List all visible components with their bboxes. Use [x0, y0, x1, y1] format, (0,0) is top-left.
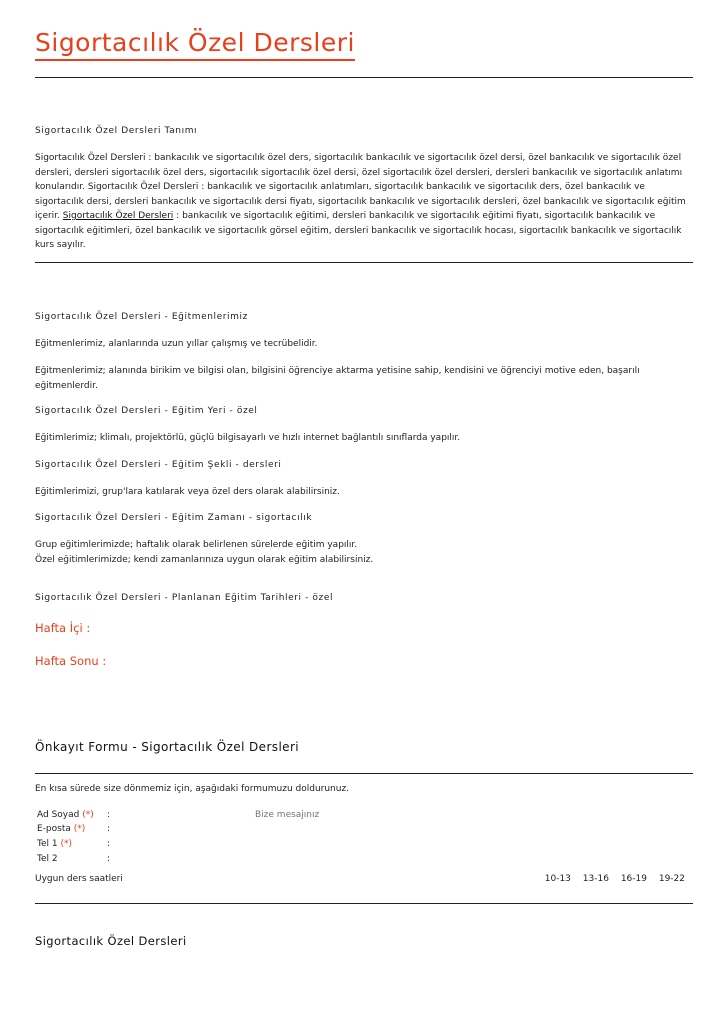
- form-divider-bottom: [35, 903, 693, 904]
- timing-text-2: Özel eğitimlerimizde; kendi zamanlarınıza uygun olarak eğitim alabilirsiniz.: [35, 555, 374, 565]
- footer-title: Sigortacılık Özel Dersleri: [35, 934, 187, 948]
- form-intro: En kısa sürede size dönmemiz için, aşağıdaki formumuzu doldurunuz.: [35, 784, 350, 794]
- form-heading: Önkayıt Formu - Sigortacılık Özel Dersleri: [35, 740, 300, 754]
- form-row-tel1[interactable]: [37, 839, 237, 851]
- place-text: Eğitimlerimiz; klimalı, projektörlü, güçlü bilgisayarlı ve hızlı internet bağlantılı sınıflarda yapılır.: [35, 433, 461, 443]
- tel1-label: Tel 1: [37, 839, 58, 849]
- page-title: Sigortacılık Özel Dersleri: [35, 28, 355, 61]
- definition-text-before: Sigortacılık Özel Dersleri : bankacılık ve sigortacılık özel ders, sigortacılık bankacılık ve sigortacılık özel dersi, özel bankacılık ve sigortacılık özel dersleri, dersleri sigortacılık özel ders, sigortacılık sigortacılık özel dersi, özel sigortacılık özel dersleri, dersleri bankacılık ve sigortacılık anlatımı konularıdır. Sigortacılık Özel Dersleri : bankacılık ve sigortacılık anlatımları, sigortacılık bankacılık ve sigortacılık ders, özel bankacılık ve sigortacılık dersi, dersleri bankacılık ve sigortacılık dersi fiyatı, sigortacılık bankacılık ve sigortacılık dersleri, özel bankacılık ve sigortacılık eğitim içerir.: [35, 153, 686, 221]
- weekdays-label: Hafta İçi :: [35, 621, 91, 635]
- definition-heading: Sigortacılık Özel Dersleri Tanımı: [35, 126, 198, 136]
- form-row-tel2[interactable]: [37, 854, 237, 866]
- format-text: Eğitimlerimizi, grup'lara katılarak veya özel ders olarak alabilirsiniz.: [35, 487, 340, 497]
- place-heading: Sigortacılık Özel Dersleri - Eğitim Yeri - özel: [35, 406, 258, 416]
- definition-text-after: : bankacılık ve sigortacılık eğitimi, dersleri bankacılık ve sigortacılık eğitimi fiyatı, sigortacılık bankacılık ve sigortacılık eğitimleri, özel bankacılık ve sigortacılık görsel eğitim, dersleri bankacılık ve sigortacılık hocası, sigortacılık bankacılık ve sigortacılık kurs sayılır.: [35, 211, 682, 250]
- definition-paragraph: [35, 151, 693, 253]
- hours-option-16-19[interactable]: 16-19: [620, 874, 647, 884]
- form-divider-top: [35, 773, 693, 774]
- definition-divider: [35, 262, 693, 263]
- weekend-label: Hafta Sonu :: [35, 654, 107, 668]
- header-divider: [35, 77, 693, 78]
- hours-option-13-16[interactable]: 13-16: [582, 874, 609, 884]
- instructors-heading: Sigortacılık Özel Dersleri - Eğitmenlerimiz: [35, 312, 248, 322]
- name-required-mark: (*): [82, 810, 94, 820]
- hours-label: Uygun ders saatleri: [35, 874, 123, 884]
- hours-option-19-22[interactable]: 19-22: [658, 874, 685, 884]
- tel1-required-mark: (*): [60, 839, 72, 849]
- email-colon: :: [107, 824, 111, 834]
- email-required-mark: (*): [73, 824, 86, 834]
- message-input[interactable]: [250, 808, 500, 882]
- tel2-colon: :: [107, 854, 111, 864]
- email-label: E-posta: [37, 824, 71, 834]
- format-heading: Sigortacılık Özel Dersleri - Eğitim Şekli - dersleri: [35, 460, 282, 470]
- timing-heading: Sigortacılık Özel Dersleri - Eğitim Zamanı - sigortacılık: [35, 513, 313, 523]
- instructors-text-1: Eğitmenlerimiz, alanlarında uzun yıllar çalışmış ve tecrübelidir.: [35, 339, 318, 349]
- hours-options: [536, 874, 685, 884]
- name-label: Ad Soyad: [37, 810, 80, 820]
- definition-link[interactable]: Sigortacılık Özel Dersleri: [62, 211, 174, 221]
- name-colon: :: [107, 810, 111, 820]
- hours-option-10-13[interactable]: 10-13: [544, 874, 571, 884]
- tel2-label: Tel 2: [37, 854, 58, 864]
- instructors-text-2: Eğitmenlerimiz; alanında birikim ve bilgisi olan, bilgisini öğrenciye aktarma yetisine sahip, kendisini ve öğrenciyi motive eden, başarılı eğitmenlerdir.: [35, 366, 640, 391]
- timing-text-1: Grup eğitimlerimizde; haftalık olarak belirlenen sürelerde eğitim yapılır.: [35, 540, 358, 550]
- form-row-email[interactable]: [37, 824, 237, 836]
- schedule-heading: Sigortacılık Özel Dersleri - Planlanan Eğitim Tarihleri - özel: [35, 593, 334, 603]
- tel1-colon: :: [107, 839, 111, 849]
- form-row-name[interactable]: [37, 810, 237, 822]
